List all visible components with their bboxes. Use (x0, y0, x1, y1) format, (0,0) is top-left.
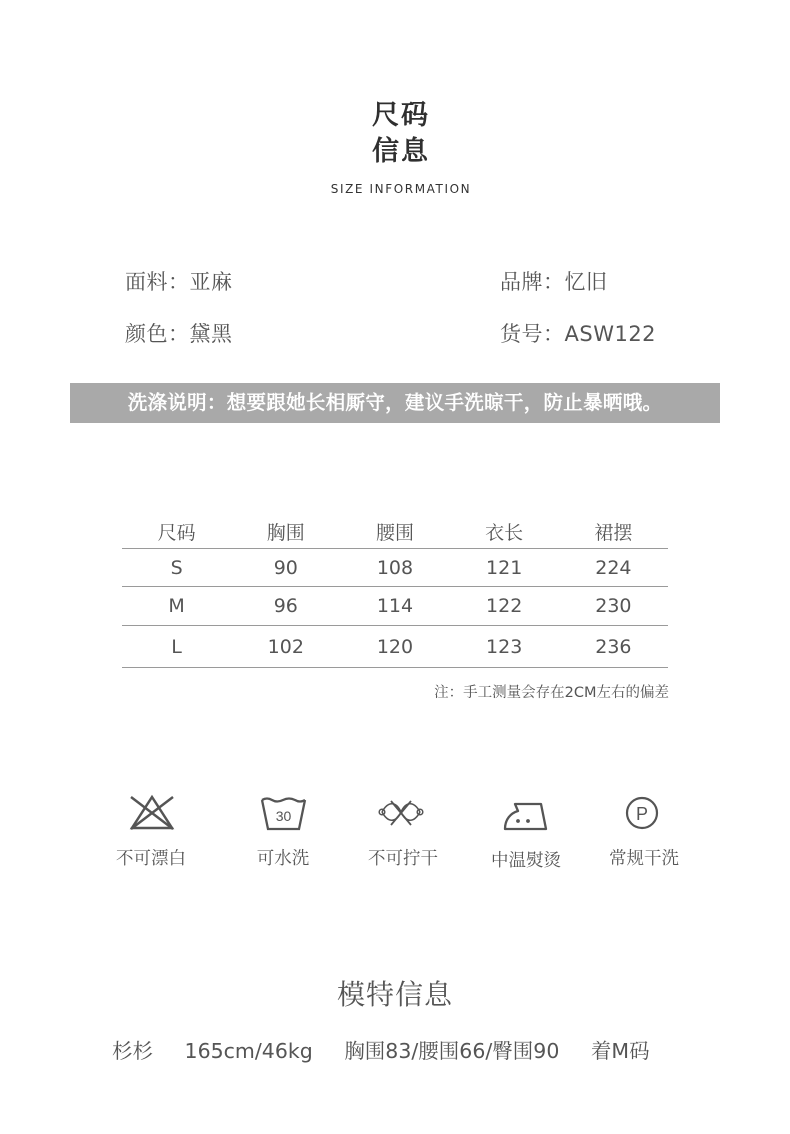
table-cell: L (122, 626, 231, 668)
table-cell: 122 (450, 587, 559, 626)
brand-info: 品牌：忆旧 (500, 270, 608, 294)
table-cell: 120 (340, 626, 449, 668)
header-size: 尺码 (157, 521, 196, 544)
size-table-header (122, 514, 668, 549)
dry-clean-p-icon (617, 793, 667, 833)
table-row (122, 626, 668, 668)
model-height-weight: 165cm/46kg (184, 1039, 313, 1063)
iron-medium-icon (501, 795, 551, 835)
model-size-worn: 着M码 (590, 1039, 650, 1063)
item-number-info: 货号：ASW122 (500, 322, 657, 346)
table-cell: 102 (231, 626, 340, 668)
table-cell: 90 (231, 549, 340, 587)
size-table (122, 514, 668, 668)
no-bleach-icon (127, 793, 177, 833)
care-label-hand-wash: 可水洗 (256, 849, 310, 869)
subtitle: SIZE INFORMATION (330, 182, 472, 196)
no-wring-icon (376, 795, 426, 835)
care-label-no-bleach: 不可漂白 (116, 849, 186, 869)
table-row (122, 587, 668, 626)
header-length: 衣长 (485, 521, 524, 544)
model-info-title: 模特信息 (336, 978, 453, 1011)
table-cell: M (122, 587, 231, 626)
table-cell: 230 (559, 587, 668, 626)
table-cell: 96 (231, 587, 340, 626)
table-cell: 114 (340, 587, 449, 626)
model-name: 杉杉 (112, 1039, 153, 1063)
fabric-info: 面料：亚麻 (125, 270, 233, 294)
title-line-1: 尺码 (372, 100, 430, 131)
color-info: 颜色：黛黑 (125, 322, 233, 346)
header-bust: 胸围 (266, 521, 305, 544)
title-line-2: 信息 (372, 136, 430, 167)
svg-text:30: 30 (275, 808, 292, 824)
table-cell: S (122, 549, 231, 587)
table-cell: 108 (340, 549, 449, 587)
table-cell: 224 (559, 549, 668, 587)
hand-wash-30-icon (259, 795, 309, 835)
table-cell: 123 (450, 626, 559, 668)
care-label-iron-medium: 中温熨烫 (491, 851, 561, 871)
header-hem: 裙摆 (594, 521, 633, 544)
measurement-note: 注：手工测量会存在2CM左右的偏差 (434, 685, 669, 701)
wash-instruction-banner: 洗涤说明：想要跟她长相厮守，建议手洗晾干，防止暴晒哦。 (70, 383, 720, 423)
care-label-dry-clean: 常规干洗 (609, 849, 679, 869)
table-cell: 121 (450, 549, 559, 587)
model-measurements: 胸围83/腰围66/臀围90 (344, 1039, 560, 1063)
table-cell: 236 (559, 626, 668, 668)
svg-text:P: P (635, 804, 649, 824)
model-info-line (112, 1034, 650, 1064)
header-waist: 腰围 (375, 521, 414, 544)
table-row (122, 549, 668, 587)
care-label-no-wring: 不可拧干 (368, 849, 438, 869)
